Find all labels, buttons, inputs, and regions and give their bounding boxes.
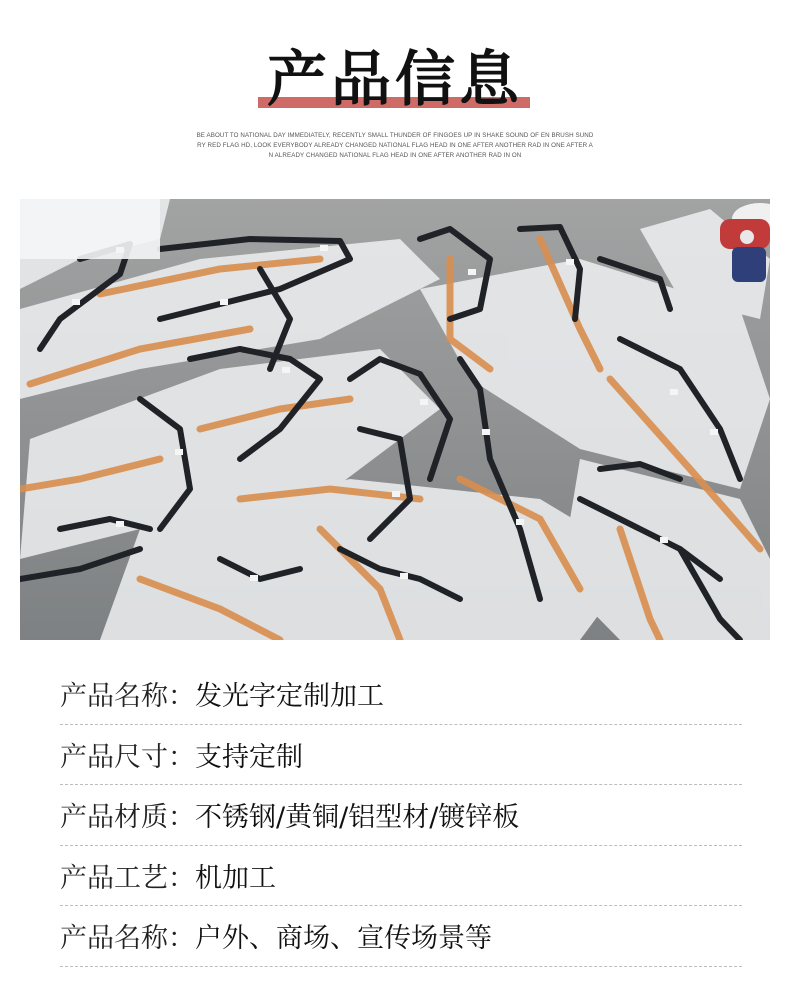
- spec-label: 产品名称：: [60, 681, 195, 713]
- spec-value: 发光字定制加工: [195, 681, 384, 713]
- product-photo-illustration: [20, 199, 770, 640]
- spec-list: [60, 664, 742, 967]
- spec-row: [60, 664, 742, 725]
- spec-label: 产品尺寸：: [60, 741, 195, 773]
- spec-value: 机加工: [195, 862, 276, 894]
- page-title: 产品信息: [267, 45, 523, 115]
- spec-row: [60, 725, 742, 786]
- spec-label: 产品工艺：: [60, 862, 195, 894]
- spec-value: 支持定制: [195, 741, 303, 773]
- spec-row: [60, 906, 742, 967]
- page-subtitle: BE ABOUT TO NATIONAL DAY IMMEDIATELY, RECENTLY SMALL THUNDER OF FINGOES UP IN SHAKE SOUND OF EN BRUSH SUNDRY RED FLAG HD, LOOK EVERYBODY ALREADY CHANGED NATIONAL FLAG HEAD IN ONE AFTER ANOTHER RAD IN ONE AFTER AN ALREADY CHANGED NATIONAL FLAG HEAD IN ONE AFTER ANOTHER RAD IN ON: [196, 132, 594, 159]
- spec-value: 户外、商场、宣传场景等: [195, 923, 492, 955]
- spec-label: 产品名称：: [60, 923, 195, 955]
- spec-row: [60, 846, 742, 907]
- spec-label: 产品材质：: [60, 802, 195, 834]
- product-photo: [20, 199, 770, 640]
- spec-value: 不锈钢/黄铜/铝型材/镀锌板: [195, 802, 520, 834]
- header: [0, 0, 790, 190]
- spec-row: [60, 785, 742, 846]
